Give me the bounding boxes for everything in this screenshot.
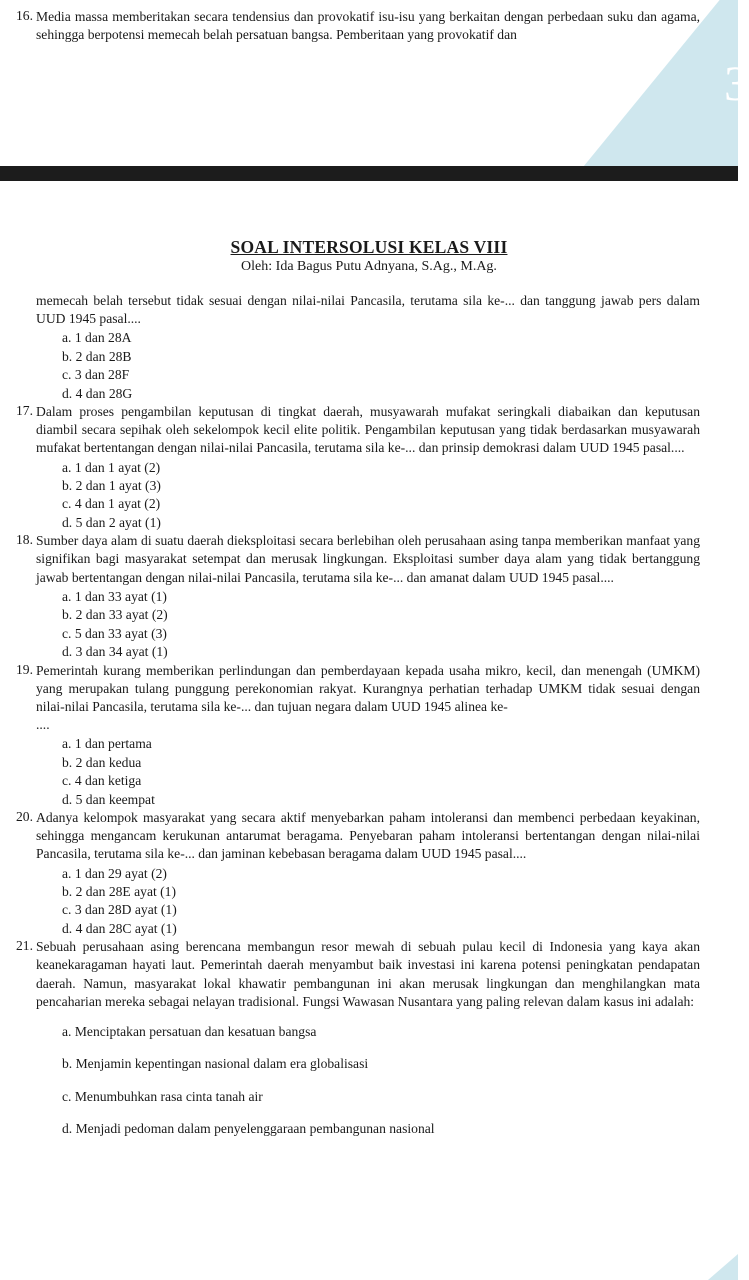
question-text: memecah belah tersebut tidak sesuai dengan nilai-nilai Pancasila, terutama sila ke-... dan tanggung jawab pers dalam UUD 1945 pasal.... xyxy=(36,293,700,327)
option-d: d. 3 dan 34 ayat (1) xyxy=(62,644,168,660)
option-b: b. 2 dan kedua xyxy=(62,754,142,770)
option-d: d. Menjadi pedoman dalam penyelenggaraan pembangunan nasional xyxy=(62,1121,435,1137)
option-a: a. Menciptakan persatuan dan kesatuan bangsa xyxy=(62,1023,317,1039)
question-number: 21. xyxy=(16,938,33,954)
question-text: Sumber daya alam di suatu daerah dieksploitasi secara berlebihan oleh perusahaan asing tanpa memberikan manfaat yang signifikan bagi masyarakat setempat dan merusak lingkungan. Eksploitasi sumber daya alam yang tidak bertanggung jawab bertentangan dengan nilai-nilai Pancasila, terutama sila ke-... dan amanat dalam UUD 1945 pasal.... xyxy=(36,533,700,585)
question-19 xyxy=(0,662,700,717)
option-b: b. 2 dan 28E ayat (1) xyxy=(62,883,177,899)
option-a: a. 1 dan pertama xyxy=(62,736,152,752)
option-b: b. 2 dan 33 ayat (2) xyxy=(62,607,168,623)
question-text: Pemerintah kurang memberikan perlindungan dan pemberdayaan kepada usaha mikro, kecil, dan menengah (UMKM) yang merupakan tulang punggung perekonomian rakyat. Kurangnya perhatian terhadap UMKM tidak sesuai dengan nilai-nilai Pancasila, terutama sila ke-... dan tujuan negara dalam UUD 1945 alinea ke- xyxy=(36,662,700,714)
option-a: a. 1 dan 29 ayat (2) xyxy=(62,865,167,881)
option-list xyxy=(0,1023,700,1139)
question-number: 18. xyxy=(16,532,33,548)
option-c: c. 5 dan 33 ayat (3) xyxy=(62,625,167,641)
question-number: 19. xyxy=(16,661,33,677)
question-16-continuation xyxy=(0,292,700,403)
option-d: d. 5 dan 2 ayat (1) xyxy=(62,514,161,530)
option-c: c. 3 dan 28F xyxy=(62,367,130,383)
option-c: c. 4 dan 1 ayat (2) xyxy=(62,496,161,512)
option-a: a. 1 dan 28A xyxy=(62,330,132,346)
corner-decoration-bottom xyxy=(708,1254,738,1280)
option-a: a. 1 dan 33 ayat (1) xyxy=(62,588,167,604)
option-c: c. 3 dan 28D ayat (1) xyxy=(62,902,177,918)
question-18 xyxy=(0,532,700,587)
option-d: d. 5 dan keempat xyxy=(62,791,155,807)
question-text: Adanya kelompok masyarakat yang secara aktif menyebarkan paham intoleransi dan membenci perbedaan keyakinan, sehingga mengancam kerukunan antarumat beragama. Penyebaran paham intoleransi bertentangan dengan nilai-nilai Pancasila, terutama sila ke-... dan jaminan kebebasan beragama dalam UUD 1945 pasal.... xyxy=(36,809,700,862)
option-d: d. 4 dan 28G xyxy=(62,385,133,401)
option-list xyxy=(0,459,700,533)
previous-page-fragment xyxy=(0,8,700,44)
question-number: 16. xyxy=(16,8,33,23)
option-b: b. 2 dan 28B xyxy=(62,348,132,364)
option-a: a. 1 dan 1 ayat (2) xyxy=(62,459,161,475)
option-c: c. Menumbuhkan rasa cinta tanah air xyxy=(62,1088,263,1104)
page-title: SOAL INTERSOLUSI KELAS VIII xyxy=(230,237,508,257)
question-16-stem xyxy=(0,8,700,44)
option-b: b. Menjamin kepentingan nasional dalam era globalisasi xyxy=(62,1056,369,1072)
question-ellipsis: .... xyxy=(36,717,50,733)
question-number: 20. xyxy=(16,808,33,824)
option-d: d. 4 dan 28C ayat (1) xyxy=(62,920,177,936)
page-number-fragment: 3 xyxy=(724,55,749,111)
option-list xyxy=(0,865,700,939)
question-20 xyxy=(0,809,700,864)
question-text: Media massa memberitakan secara tendensius dan provokatif isu-isu yang berkaitan dengan perbedaan suku dan agama, sehingga berpotensi memecah belah persatuan bangsa. Pemberitaan yang provokatif dan xyxy=(36,9,700,43)
option-list xyxy=(0,329,700,403)
option-list xyxy=(0,588,700,662)
question-17 xyxy=(0,403,700,458)
option-b: b. 2 dan 1 ayat (3) xyxy=(62,478,161,494)
question-text: Dalam proses pengambilan keputusan di tingkat daerah, musyawarah mufakat seringkali diabaikan dan keputusan diambil secara sepihak oleh sekelompok kecil elite politik. Pengambilan keputusan yang tidak berdasarkan musyawarah mufakat bertentangan dengan nilai-nilai Pancasila, terutama sila ke-... dan prinsip demokrasi dalam UUD 1945 pasal.... xyxy=(36,404,700,456)
question-21 xyxy=(0,938,700,1011)
question-number: 17. xyxy=(16,403,33,419)
page-header xyxy=(0,237,738,277)
option-list xyxy=(0,735,700,809)
author-line: Oleh: Ida Bagus Putu Adnyana, S.Ag., M.Ag. xyxy=(241,259,497,274)
option-c: c. 4 dan ketiga xyxy=(62,773,142,789)
question-list xyxy=(0,292,700,1153)
question-text: Sebuah perusahaan asing berencana membangun resor mewah di sebuah pulau kecil di Indonesia yang kaya akan keanekaragaman hayati laut. Pemerintah daerah menyambut baik investasi ini karena potensi peningkatan pendapatan daerah. Namun, masyarakat lokal khawatir pembangunan ini akan merusak lingkungan dan menghilangkan mata pencaharian mereka sebagai nelayan tradisional. Fungsi Wawasan Nusantara yang paling relevan dalam kasus ini adalah: xyxy=(36,939,700,1009)
page-divider xyxy=(0,166,738,181)
